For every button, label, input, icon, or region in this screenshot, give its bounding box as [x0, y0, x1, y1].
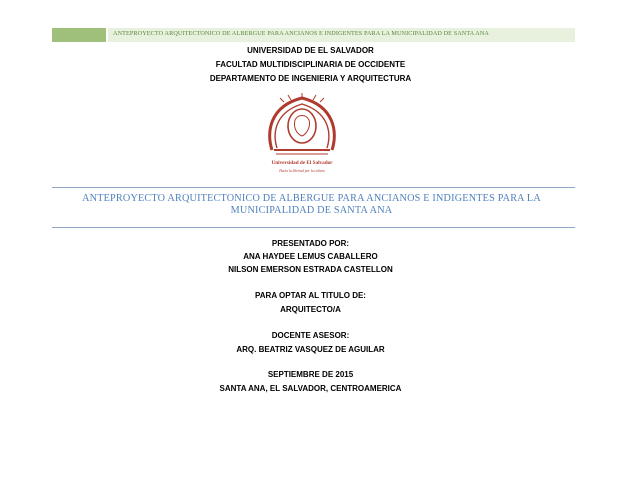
document-title	[60, 193, 563, 217]
degree-label: PARA OPTAR AL TITULO DE:	[255, 291, 366, 300]
university-name: UNIVERSIDAD DE EL SALVADOR	[247, 46, 374, 55]
running-header-separator	[106, 28, 108, 42]
author-name-1: ANA HAYDEE LEMUS CABALLERO	[243, 252, 378, 261]
authors-label: PRESENTADO POR:	[271, 239, 350, 248]
seal-motto: Hacia la libertad por la cultura	[279, 169, 325, 173]
faculty-name: FACULTAD MULTIDISCIPLINARIA DE OCCIDENTE	[215, 60, 406, 69]
department-name: DEPARTAMENTO DE INGENIERIA Y ARQUITECTURA	[209, 74, 412, 83]
running-header-accent	[52, 28, 106, 42]
document-title-line2: MUNICIPALIDAD DE SANTA ANA	[230, 205, 393, 216]
advisor-name: ARQ. BEATRIZ VASQUEZ DE AGUILAR	[236, 345, 385, 354]
running-header-title: ANTEPROYECTO ARQUITECTONICO DE ALBERGUE PARA ANCIANOS E INDIGENTES PARA LA MUNICIPALIDAD DE SANTA ANA	[113, 30, 490, 37]
document-title-line1: ANTEPROYECTO ARQUITECTONICO DE ALBERGUE PARA ANCIANOS E INDIGENTES PARA LA	[82, 193, 541, 204]
university-seal-logo	[262, 92, 342, 178]
advisor-label: DOCENTE ASESOR:	[271, 331, 350, 340]
degree-value: ARQUITECTO/A	[280, 305, 341, 314]
document-date: SEPTIEMBRE DE 2015	[267, 370, 354, 379]
author-name-2: NILSON EMERSON ESTRADA CASTELLON	[228, 265, 393, 274]
seal-caption: Universidad de El Salvador	[271, 160, 333, 166]
document-location: SANTA ANA, EL SALVADOR, CENTROAMERICA	[219, 384, 402, 393]
